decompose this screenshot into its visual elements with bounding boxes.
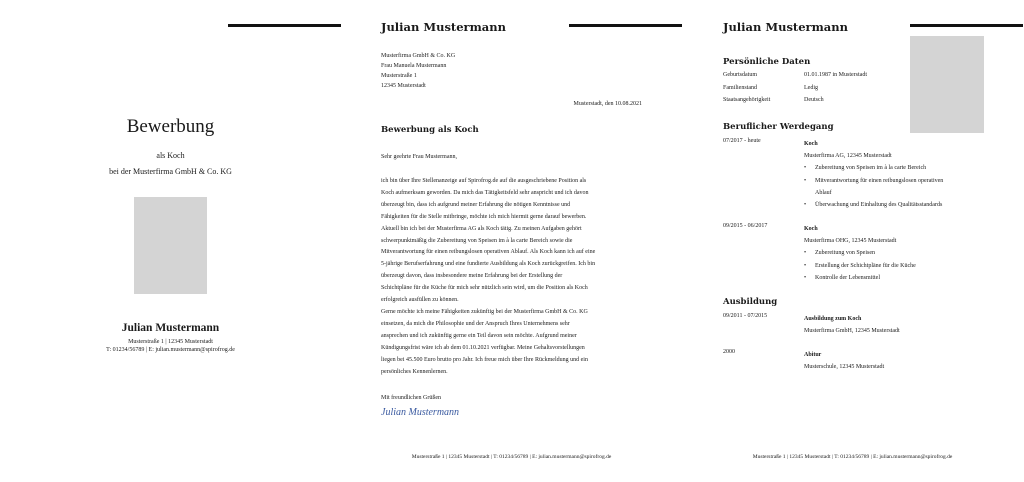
cover-page — [0, 0, 341, 482]
letter-body-line: ich bin über Ihre Stellenanzeige auf Spirofrog.de auf die ausgeschriebene Position als — [381, 178, 587, 184]
section-education-heading: Ausbildung — [723, 297, 778, 307]
personal-value: 01.01.1987 in Musterstadt — [804, 72, 867, 78]
bullet-icon: • — [804, 274, 807, 281]
letter-body-line: einsetzen, da mich die Philosophie und der Anspruch Ihres Unternehmens sehr — [381, 320, 570, 327]
section-career-heading: Beruflicher Werdegang — [723, 122, 834, 132]
cover-contact: T: 01234/56789 | E: julian.mustermann@spirofrog.de — [106, 347, 235, 353]
list-item: • Überwachung und Einhaltung des Qualitätsstandards — [804, 199, 994, 211]
career-period: 09/2015 - 06/2017 — [723, 223, 768, 229]
header-rule — [569, 24, 682, 27]
career-tasks — [804, 162, 994, 211]
career-tasks — [804, 247, 994, 284]
recipient-line: Musterfirma GmbH & Co. KG — [381, 53, 456, 59]
letter-body-line: 5-jährige Berufserfahrung und eine fundierte Ausbildung als Koch zurückgreifen. Ich bin — [381, 261, 596, 268]
cover-title: Bewerbung — [126, 116, 215, 137]
career-company: Musterfirma AG, 12345 Musterstadt — [804, 153, 892, 160]
letter-body-line: überzeugt davon, dass insbesondere meine Erfahrung bei der Erstellung der — [381, 273, 563, 280]
signature: Julian Mustermann — [381, 407, 460, 418]
education-title: Ausbildung zum Koch — [804, 316, 862, 322]
letter-body-line: ansprechen und ich zukünftig gerne ein Teil davon sein möchte. Aufgrund meiner — [381, 332, 577, 339]
cover-address: Musterstraße 1 | 12345 Musterstadt — [128, 339, 213, 345]
bullet-icon: • — [804, 165, 807, 172]
letter-body-line: Schichtpläne für die Küche für mich sehr nützlich sein wird, um die Position als Koch — [381, 285, 588, 292]
cv-footer: Musterstraße 1 | 12345 Musterstadt | T: 01234/56789 | E: julian.mustermann@spirofrog.de — [752, 454, 953, 460]
letter-body-line: Kündigungsfrist wäre ich ab dem 01.10.2021 verfügbar. Meine Gehaltsvorstellungen — [381, 344, 585, 351]
letter-body-line: liegen bei 45.500 Euro brutto pro Jahr. Ich freue mich über Ihre Rückmeldung und ein — [381, 356, 588, 363]
bullet-icon: • — [804, 202, 807, 209]
personal-label: Geburtsdatum — [723, 72, 757, 78]
letter-body-line: Gerne möchte ich meine Fähigkeiten zukünftig bei der Musterfirma GmbH & Co. KG — [381, 308, 588, 315]
list-item: • Zubereitung von Speisen im à la carte Bereich — [804, 162, 994, 174]
career-company: Musterfirma OHG, 12345 Musterstadt — [804, 238, 897, 245]
personal-label: Staatsangehörigkeit — [723, 97, 771, 103]
list-item: • Mitverantwortung für einen reibungslosen operativen — [804, 175, 994, 187]
letter-date: Musterstadt, den 10.08.2021 — [573, 101, 642, 107]
recipient-address — [381, 51, 455, 91]
list-item: • Kontrolle der Lebensmittel — [804, 272, 994, 284]
letter-body-line: Mitverantwortung für einen reibungslosen operativen Ablauf. Als Koch kann ich auf eine — [381, 249, 596, 256]
list-item-continuation: Ablauf — [815, 189, 832, 196]
letter-body-line: persönliches Kennenlernen. — [381, 368, 448, 375]
list-item: • Zubereitung von Speisen — [804, 247, 994, 259]
cv-photo-placeholder — [910, 36, 984, 133]
career-title: Koch — [804, 141, 818, 147]
section-personal-heading: Persönliche Daten — [723, 57, 811, 67]
recipient-line: Frau Manuela Mustermann — [381, 63, 447, 69]
letter-closing: Mit freundlichen Grüßen — [381, 395, 441, 401]
letter-body-line: Fähigkeiten für die Stelle mitbringe, möchte ich mich hiermit gerne darauf bewerben. — [381, 213, 587, 220]
personal-label: Familienstand — [723, 85, 757, 91]
personal-value: Deutsch — [804, 97, 824, 103]
letter-body-line: Koch aufmerksam geworden. Da mich das Tätigkeitsfeld sehr anspricht und ich davon — [381, 189, 589, 196]
career-title: Koch — [804, 226, 818, 232]
cover-letter-page — [341, 0, 682, 482]
letter-header-name: Julian Mustermann — [381, 20, 506, 34]
bullet-icon: • — [804, 262, 807, 269]
header-rule — [910, 24, 1023, 27]
education-institution: Musterschule, 12345 Musterstadt — [804, 364, 885, 371]
letter-body-line: erfolgreich ausfüllen zu können. — [381, 297, 459, 304]
cover-position: als Koch — [156, 151, 185, 160]
letter-body-line: überzeugt bin, dass ich aufgrund meiner Erfahrung die nötigen Kenntnisse und — [381, 201, 571, 208]
letter-salutation: Sehr geehrte Frau Mustermann, — [381, 154, 457, 160]
applicant-photo-placeholder — [134, 197, 207, 294]
list-item: • Erstellung der Schichtpläne für die Küche — [804, 260, 994, 272]
cover-company: bei der Musterfirma GmbH & Co. KG — [109, 167, 232, 176]
education-period: 09/2011 - 07/2015 — [723, 313, 768, 319]
recipient-line: 12345 Musterstadt — [381, 83, 426, 89]
letter-body — [381, 176, 643, 378]
letter-subject: Bewerbung als Koch — [381, 125, 479, 135]
cv-header-name: Julian Mustermann — [723, 20, 848, 34]
personal-value: Ledig — [804, 85, 818, 91]
recipient-line: Musterstraße 1 — [381, 73, 417, 79]
header-rule — [228, 24, 341, 27]
letter-body-line: schwerpunktmäßig die Zubereitung von Speisen im à la carte Bereich sowie die — [381, 237, 573, 244]
education-institution: Musterfirma GmbH, 12345 Musterstadt — [804, 328, 900, 335]
letter-body-line: Aktuell bin ich bei der Musterfirma AG als Koch tätig. Zu meinen Aufgaben gehört — [381, 225, 582, 232]
education-title: Abitur — [804, 352, 822, 358]
career-period: 07/2017 - heute — [723, 138, 761, 144]
bullet-icon: • — [804, 250, 807, 257]
education-period: 2000 — [723, 349, 735, 355]
letter-footer: Musterstraße 1 | 12345 Musterstadt | T: 01234/56789 | E: julian.mustermann@spirofrog.de — [411, 454, 612, 460]
cv-page — [682, 0, 1023, 482]
bullet-icon: • — [804, 177, 807, 184]
cover-applicant-name: Julian Mustermann — [121, 322, 220, 334]
